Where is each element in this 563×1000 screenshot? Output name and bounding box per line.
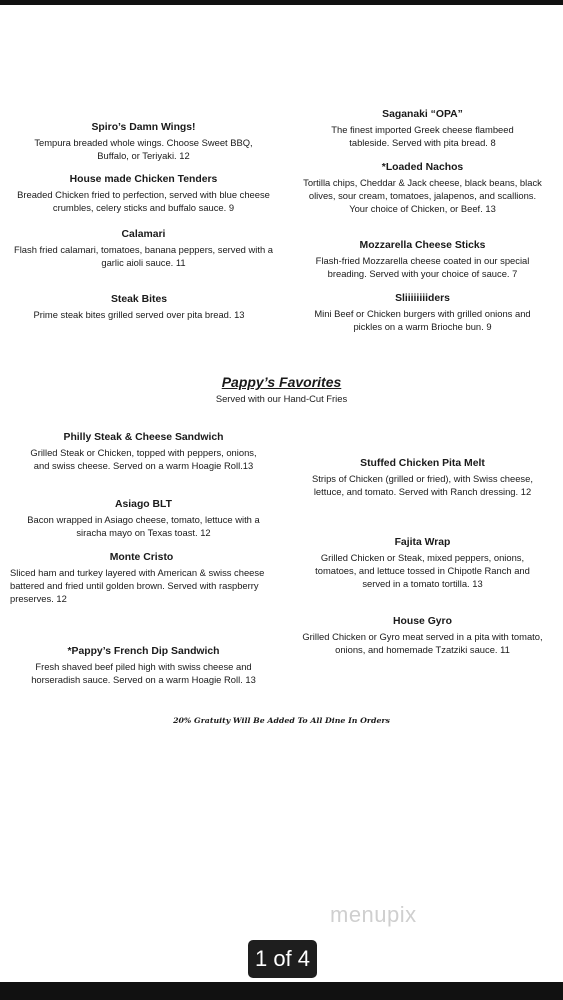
item-description: Grilled Chicken or Gyro meat served in a pita with tomato, onions, and homemade Tzatziki sauce. 11 [302, 631, 543, 655]
menu-item-philly-steak [14, 431, 273, 472]
watermark-logo: menupix [330, 902, 417, 927]
section-title: Pappy’s Favorites [221, 374, 342, 390]
page-counter: 1 of 4 [248, 940, 317, 978]
item-name: House made Chicken Tenders [69, 174, 218, 185]
item-description: Sliced ham and turkey layered with American & swiss cheese battered and fried until golden brown. Served with raspberry preserves. 12 [10, 567, 265, 604]
item-description: Grilled Steak or Chicken, topped with peppers, onions, and swiss cheese. Served on a warm Hoagie Roll.13 [30, 447, 257, 471]
item-name: Fajita Wrap [394, 537, 451, 548]
menu-item-calamari [14, 228, 273, 269]
menu-item-french-dip [14, 645, 273, 686]
item-description: Tempura breaded whole wings. Choose Sweet BBQ, Buffalo, or Teriyaki. 12 [34, 137, 253, 161]
item-description: The finest imported Greek cheese flambeed tableside. Served with pita bread. 8 [331, 124, 514, 148]
menu-item-sliders [300, 292, 545, 333]
item-description: Bacon wrapped in Asiago cheese, tomato, lettuce with a siracha mayo on Texas toast. 12 [27, 514, 260, 538]
item-description: Breaded Chicken fried to perfection, served with blue cheese crumbles, celery sticks and buffalo sauce. 9 [17, 189, 270, 213]
item-description: Fresh shaved beef piled high with swiss cheese and horseradish sauce. Served on a warm Hoagie Roll. 13 [31, 661, 256, 685]
item-description: Prime steak bites grilled served over pita bread. 13 [33, 309, 245, 320]
item-name: *Loaded Nachos [381, 162, 464, 173]
item-description: Tortilla chips, Cheddar & Jack cheese, black beans, black olives, sour cream, tomatoes, jalapenos, and scallions. Your choice of Chicken, or Beef. 13 [303, 177, 542, 214]
item-name: Spiro’s Damn Wings! [91, 122, 196, 133]
item-description: Grilled Chicken or Steak, mixed peppers, onions, tomatoes, and lettuce tossed in Chipotle Ranch and served in a tomato tortilla. 13 [315, 552, 530, 589]
item-name: Calamari [121, 229, 166, 240]
item-name: Mozzarella Cheese Sticks [359, 240, 486, 251]
item-description: Flash fried calamari, tomatoes, banana peppers, served with a garlic aioli sauce. 11 [14, 244, 273, 268]
menu-item-chicken-tenders [14, 173, 273, 214]
menu-item-spiros-wings [14, 121, 273, 162]
item-name: House Gyro [393, 616, 452, 627]
menu-item-mozzarella-sticks [300, 239, 545, 280]
item-name: Stuffed Chicken Pita Melt [360, 458, 485, 469]
menu-item-pita-melt [300, 457, 545, 498]
item-description: Flash-fried Mozzarella cheese coated in our special breading. Served with your choice of sauce. 7 [315, 255, 530, 279]
menu-item-asiago-blt [14, 498, 273, 539]
bottom-border [0, 982, 563, 1000]
item-name: Asiago BLT [115, 499, 172, 510]
menu-item-steak-bites [14, 293, 264, 321]
item-description: Strips of Chicken (grilled or fried), with Swiss cheese, lettuce, and tomato. Served with Ranch dressing. 12 [312, 473, 533, 497]
item-name: Sliiiiiiiiders [395, 293, 450, 304]
item-description: Mini Beef or Chicken burgers with grilled onions and pickles on a warm Brioche bun. 9 [314, 308, 531, 332]
gratuity-notice: 20% Gratuity Will Be Added To All Dine In Orders [173, 716, 390, 725]
section-subtitle: Served with our Hand-Cut Fries [215, 393, 348, 404]
menu-item-house-gyro [300, 615, 545, 656]
item-name: *Pappy’s French Dip Sandwich [67, 646, 220, 657]
item-name: Monte Cristo [109, 552, 174, 563]
menu-item-monte-cristo [10, 551, 273, 605]
item-name: Philly Steak & Cheese Sandwich [63, 432, 224, 443]
menu-item-saganaki [300, 108, 545, 149]
item-name: Steak Bites [110, 294, 168, 305]
item-name: Saganaki “OPA” [382, 109, 463, 120]
top-border [0, 0, 563, 5]
menu-item-loaded-nachos [300, 161, 545, 215]
menu-item-fajita-wrap [300, 536, 545, 590]
